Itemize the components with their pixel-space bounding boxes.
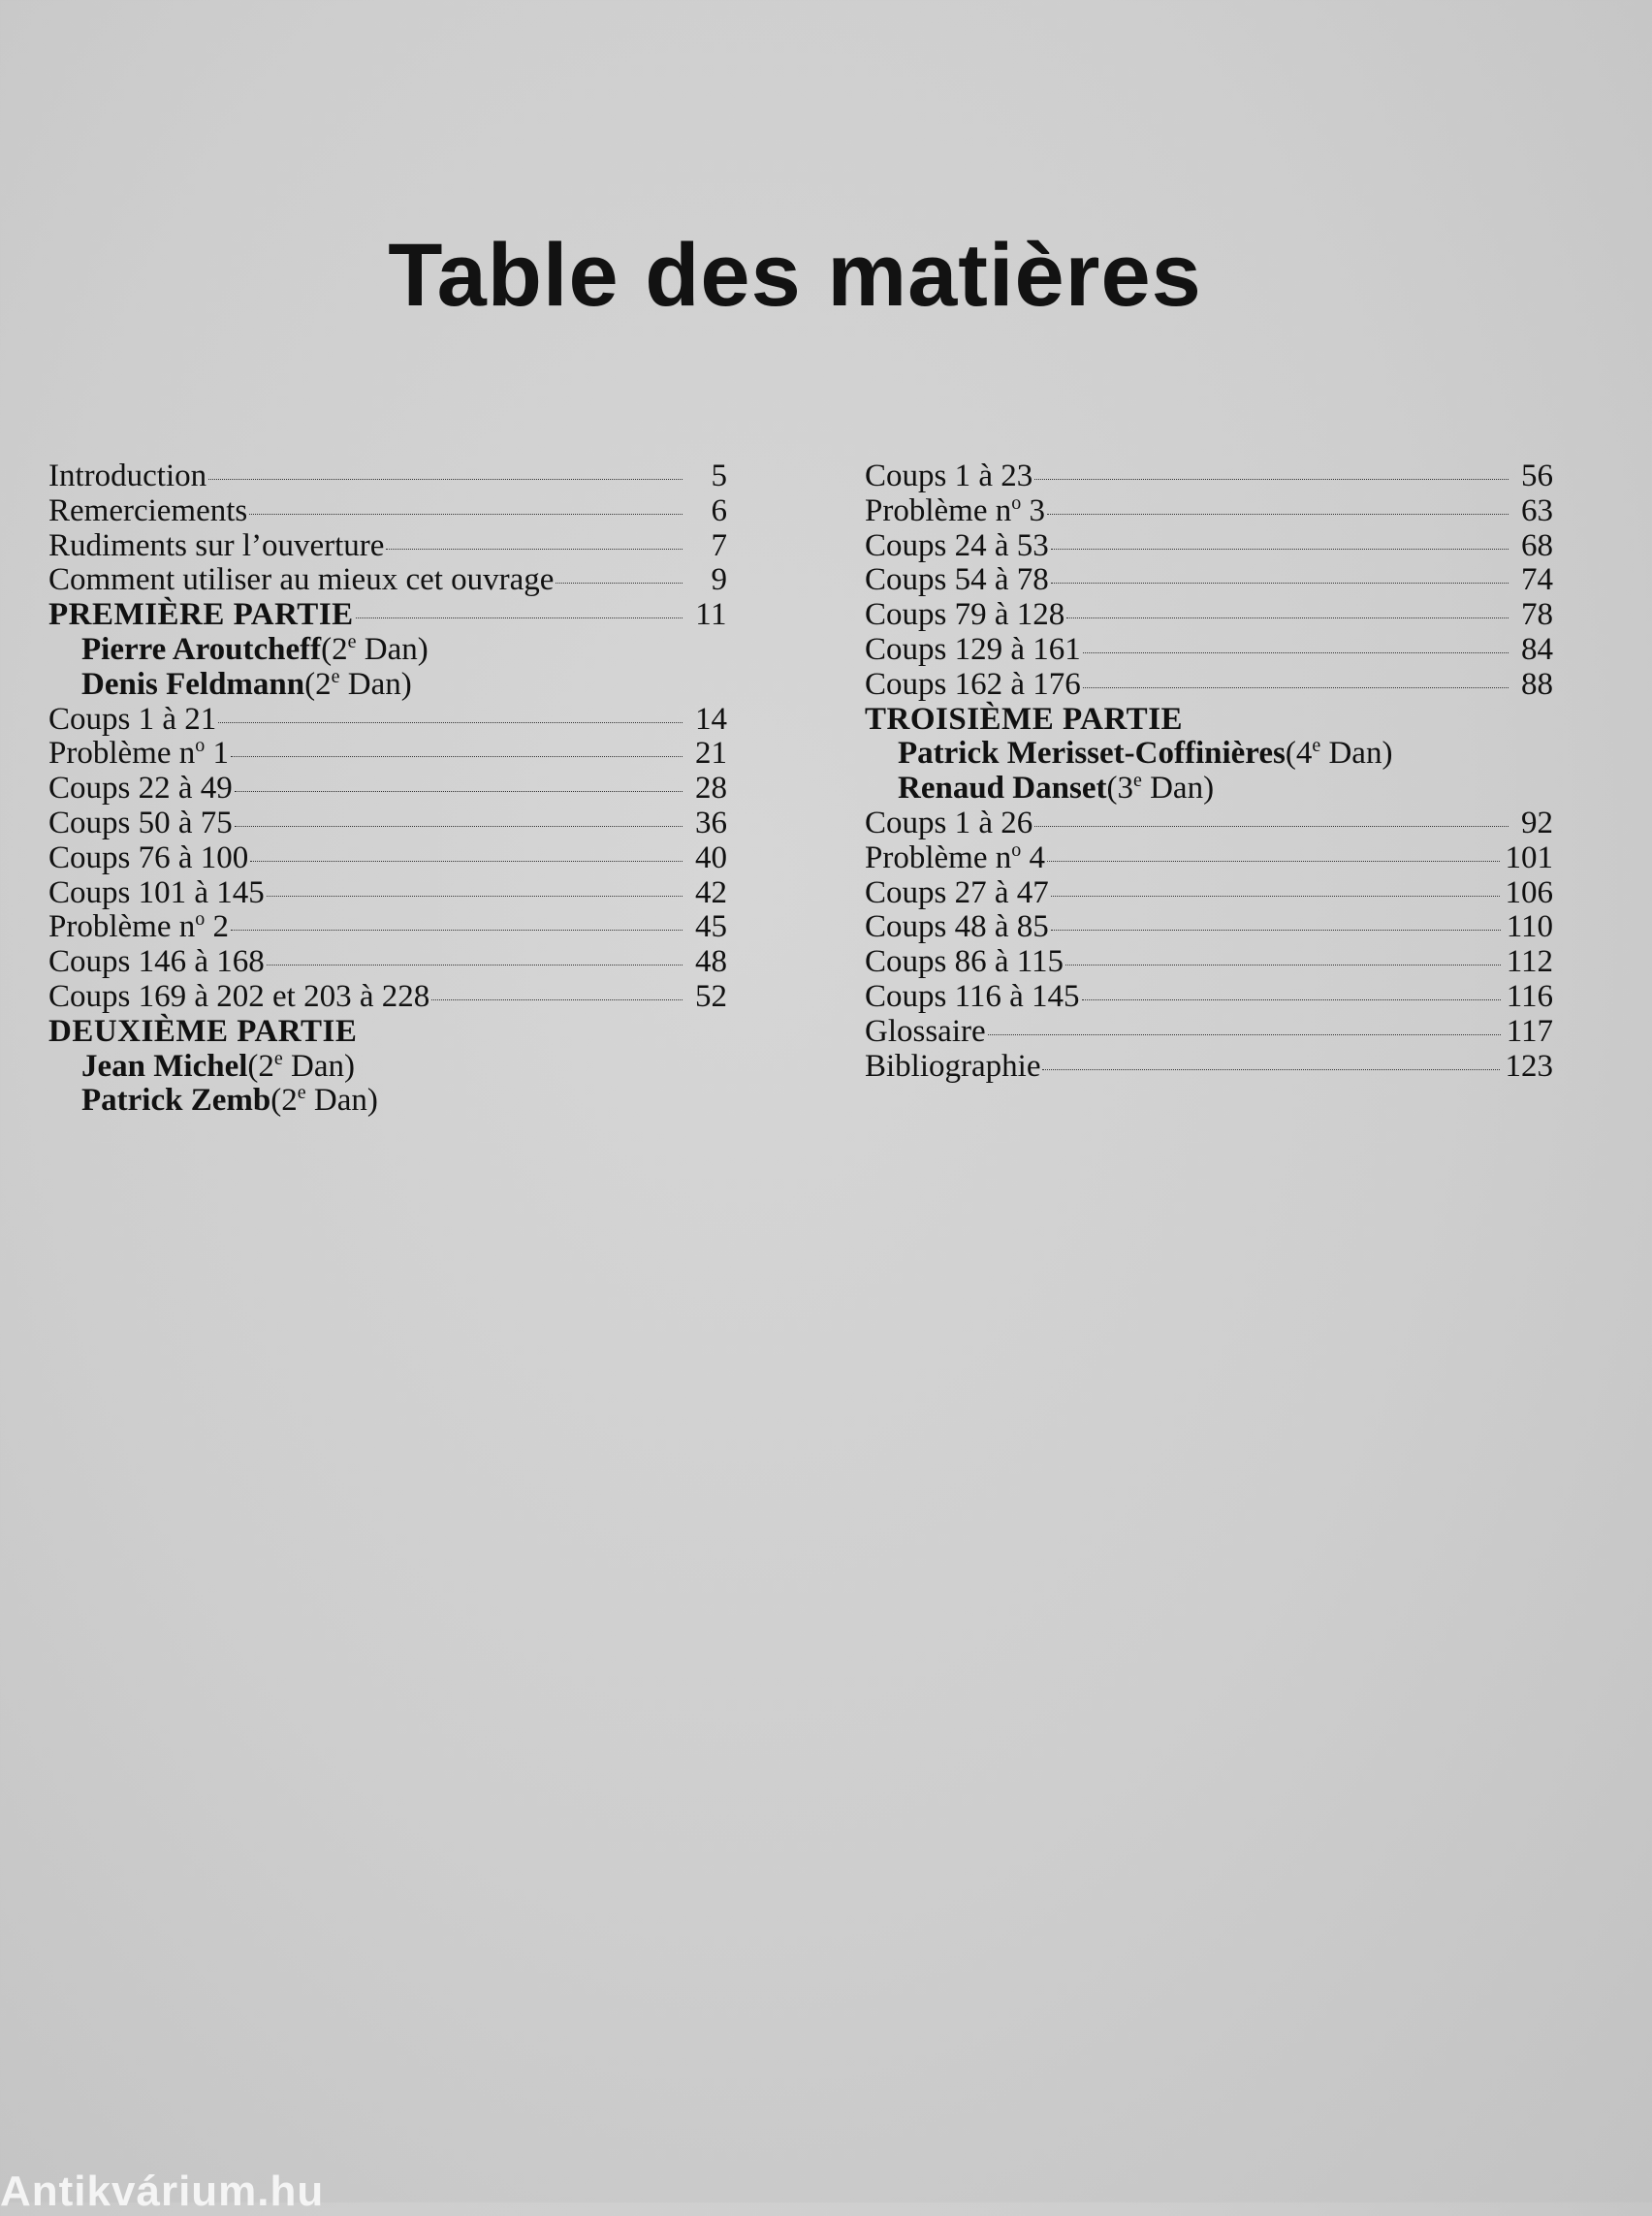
toc-entry-text: Coups 1 à 21: [48, 701, 217, 737]
toc-entry-text: Coups 79 à 128: [865, 597, 1065, 633]
dot-leader: [1047, 861, 1500, 862]
dot-leader: [1083, 687, 1509, 688]
toc-entry-text: Coups 1 à 23: [865, 459, 1033, 493]
toc-entry: [865, 598, 1553, 633]
toc-entry: [48, 945, 727, 980]
toc-entry: [865, 807, 1553, 841]
toc-entry-text: Coups 146 à 168: [48, 944, 265, 980]
toc-entry: [48, 459, 727, 494]
dot-leader: [386, 549, 683, 550]
toc-entry-label: [865, 459, 1032, 494]
toc-page-number: 106: [1505, 874, 1553, 910]
dot-leader: [250, 861, 683, 862]
rank-number: (2: [270, 1083, 298, 1119]
rank-superscript: e: [347, 630, 357, 652]
toc-page-number: 40: [695, 839, 727, 875]
dot-leader: [1083, 652, 1509, 653]
toc-entry: [865, 529, 1553, 564]
toc-part-heading: [865, 703, 1553, 738]
dot-leader: [556, 583, 683, 584]
toc-page-number: 110: [1506, 909, 1553, 945]
toc-page-number: 92: [1521, 805, 1553, 840]
toc-entry: [48, 772, 727, 807]
dot-leader: [356, 617, 683, 618]
toc-entry-label: [48, 459, 206, 494]
player-rank: [321, 630, 429, 668]
toc-page-number: 78: [1521, 597, 1553, 633]
player-name: Denis Feldmann: [81, 666, 305, 702]
rank-superscript: e: [297, 1082, 306, 1104]
toc-page-number: 5: [711, 459, 727, 493]
toc-page-number: 74: [1521, 562, 1553, 598]
rank-suffix: Dan): [339, 666, 412, 702]
toc-entry-text: Coups 24 à 53: [865, 527, 1049, 563]
toc-entry-text: Coups 101 à 145: [48, 874, 265, 910]
toc-page-number: 36: [695, 805, 727, 840]
toc-entry-number: 2: [205, 909, 229, 945]
toc-entry-text: Coups 116 à 145: [865, 978, 1080, 1014]
toc-entry-label: [865, 876, 1049, 911]
toc-page-number: 21: [695, 736, 727, 772]
toc-entry: [865, 841, 1553, 876]
toc-entry-number: 4: [1021, 839, 1045, 875]
toc-page-number: 116: [1506, 978, 1553, 1014]
toc-entry-label: [865, 563, 1049, 598]
toc-left-column: [48, 459, 727, 1119]
toc-entry-label: [865, 807, 1032, 841]
rank-suffix: Dan): [356, 631, 429, 667]
dot-leader: [231, 756, 683, 757]
toc-entry: [48, 807, 727, 841]
toc-entry-text: Problème n: [48, 736, 196, 772]
rank-suffix: Dan): [1320, 736, 1393, 772]
toc-entry-label: [865, 945, 1064, 980]
toc-page-number: 56: [1521, 459, 1553, 493]
toc-entry-text: Comment utiliser au mieux cet ouvrage: [48, 562, 555, 598]
toc-entry-number: 1: [205, 736, 229, 772]
toc-entry: [865, 876, 1553, 911]
toc-entry: [48, 737, 727, 772]
toc-page-number: 14: [695, 701, 727, 737]
toc-page-number: 88: [1521, 666, 1553, 702]
toc-entry-text: TROISIÈME PARTIE: [865, 701, 1184, 737]
toc-entry-label: [865, 598, 1064, 633]
toc-player-row: [48, 1084, 727, 1119]
toc-entry-text: Coups 76 à 100: [48, 839, 249, 875]
dot-leader: [1051, 583, 1509, 584]
toc-entry-label: [48, 876, 265, 911]
toc-entry-text: Coups 129 à 161: [865, 631, 1081, 667]
toc-entry-label: [48, 945, 265, 980]
toc-entry-label: [865, 633, 1081, 668]
toc-entry-label: [48, 529, 384, 564]
toc-entry-superscript: o: [1011, 491, 1022, 514]
toc-part-heading: [48, 1015, 727, 1050]
toc-entry: [865, 980, 1553, 1015]
toc-entry-label: [48, 703, 216, 738]
toc-entry: [865, 633, 1553, 668]
toc-entry-label: [48, 1015, 357, 1050]
toc-page-number: 52: [695, 978, 727, 1014]
toc-entry: [865, 563, 1553, 598]
toc-entry-text: Coups 27 à 47: [865, 874, 1049, 910]
toc-page-number: 9: [711, 562, 727, 598]
toc-entry-label: [865, 1015, 986, 1050]
rank-superscript: e: [331, 665, 340, 687]
rank-suffix: Dan): [282, 1048, 355, 1084]
toc-part-heading: [48, 598, 727, 633]
toc-page-number: 42: [695, 874, 727, 910]
toc-page-number: 84: [1521, 631, 1553, 667]
toc-entry-text: Problème n: [48, 909, 196, 945]
player-rank: [304, 665, 412, 703]
toc-right-column: [865, 459, 1553, 1084]
toc-page-number: 112: [1506, 944, 1553, 980]
toc-page-number: 63: [1521, 492, 1553, 528]
toc-entry-label: [865, 980, 1080, 1015]
toc-entry: [865, 1050, 1553, 1085]
rank-number: (3: [1106, 771, 1133, 807]
player-name: Patrick Zemb: [81, 1083, 271, 1119]
rank-suffix: Dan): [1141, 771, 1215, 807]
toc-entry-label: [865, 1050, 1040, 1085]
toc-entry-label: [48, 563, 554, 598]
toc-entry-label: [865, 910, 1049, 945]
player-rank: [1106, 772, 1214, 807]
rank-number: (4: [1285, 736, 1313, 772]
dot-leader: [235, 791, 683, 792]
toc-entry-text: Coups 169 à 202 et 203 à 228: [48, 978, 430, 1014]
rank-number: (2: [304, 666, 332, 702]
dot-leader: [1034, 826, 1509, 827]
dot-leader: [267, 896, 683, 897]
toc-entry-label: [48, 772, 233, 807]
player-name: Renaud Danset: [898, 771, 1107, 807]
toc-entry-text: Problème n: [865, 492, 1012, 528]
toc-page-number: 6: [711, 492, 727, 528]
toc-page-number: 7: [711, 527, 727, 563]
toc-entry-text: Coups 22 à 49: [48, 771, 233, 807]
toc-player-row: [48, 665, 727, 703]
toc-entry: [48, 529, 727, 564]
player-rank: [270, 1084, 378, 1119]
toc-entry-text: Coups 48 à 85: [865, 909, 1049, 945]
dot-leader: [267, 965, 683, 966]
dot-leader: [208, 479, 683, 480]
rank-number: (2: [321, 631, 348, 667]
toc-entry-number: 3: [1021, 492, 1045, 528]
toc-entry-label: [48, 841, 248, 876]
toc-page-number: 11: [695, 597, 727, 633]
toc-entry-text: Coups 1 à 26: [865, 805, 1033, 840]
toc-entry-label: [48, 737, 229, 772]
player-rank: [247, 1047, 355, 1085]
toc-entry-text: PREMIÈRE PARTIE: [48, 597, 354, 633]
rank-number: (2: [247, 1048, 274, 1084]
toc-entry-label: [48, 807, 233, 841]
toc-entry-text: Rudiments sur l’ouverture: [48, 527, 385, 563]
toc-entry-text: Coups 86 à 115: [865, 944, 1064, 980]
dot-leader: [1042, 1069, 1499, 1070]
toc-entry-text: Glossaire: [865, 1013, 986, 1049]
dot-leader: [1051, 930, 1501, 931]
toc-entry: [48, 841, 727, 876]
dot-leader: [231, 930, 683, 931]
watermark-text: Antikvárium.hu: [0, 2168, 325, 2215]
toc-page-number: 68: [1521, 527, 1553, 563]
toc-player-row: [865, 772, 1553, 807]
toc-entry-text: DEUXIÈME PARTIE: [48, 1013, 358, 1049]
toc-entry-text: Coups 50 à 75: [48, 805, 233, 840]
toc-entry-label: [865, 703, 1183, 738]
dot-leader: [431, 999, 683, 1000]
player-name: Pierre Aroutcheff: [81, 631, 322, 667]
player-name: Patrick Merisset-Coffinières: [898, 736, 1286, 772]
dot-leader: [1034, 479, 1509, 480]
page-title: Table des matières: [388, 226, 1202, 325]
dot-leader: [1051, 549, 1509, 550]
toc-entry: [865, 910, 1553, 945]
dot-leader: [1065, 965, 1501, 966]
toc-entry-text: Remerciements: [48, 492, 248, 528]
rank-superscript: e: [273, 1047, 283, 1069]
toc-entry: [48, 980, 727, 1015]
toc-entry-text: Bibliographie: [865, 1048, 1041, 1084]
toc-entry-label: [48, 494, 247, 529]
toc-player-row: [865, 737, 1553, 772]
toc-entry-label: [865, 491, 1045, 529]
toc-entry-superscript: o: [1011, 839, 1022, 861]
toc-entry-label: [48, 980, 429, 1015]
dot-leader: [1066, 617, 1509, 618]
toc-entry-label: [865, 529, 1049, 564]
toc-entry: [48, 494, 727, 529]
toc-entry-text: Coups 162 à 176: [865, 666, 1081, 702]
rank-superscript: e: [1132, 770, 1142, 792]
toc-entry: [865, 459, 1553, 494]
rank-suffix: Dan): [305, 1083, 378, 1119]
toc-entry: [48, 563, 727, 598]
dot-leader: [218, 722, 683, 723]
toc-entry: [865, 1015, 1553, 1050]
toc-entry-label: [48, 598, 354, 633]
toc-entry-text: Coups 54 à 78: [865, 562, 1049, 598]
toc-entry-label: [48, 910, 229, 945]
toc-entry-text: Problème n: [865, 839, 1012, 875]
toc-entry: [865, 668, 1553, 703]
rank-superscript: e: [1312, 735, 1321, 757]
dot-leader: [235, 826, 683, 827]
toc-entry: [48, 876, 727, 911]
toc-page-number: 117: [1506, 1013, 1553, 1049]
toc-entry-superscript: o: [195, 735, 206, 757]
toc-entry-superscript: o: [195, 908, 206, 931]
toc-entry-label: [865, 668, 1081, 703]
toc-page-number: 123: [1505, 1048, 1553, 1084]
player-name: Jean Michel: [81, 1048, 248, 1084]
toc-entry: [48, 703, 727, 738]
toc-entry-label: [865, 841, 1045, 876]
dot-leader: [1082, 999, 1501, 1000]
dot-leader: [988, 1034, 1501, 1035]
toc-page-number: 101: [1505, 839, 1553, 875]
toc-page-number: 28: [695, 771, 727, 807]
toc-entry: [865, 945, 1553, 980]
toc-entry: [48, 910, 727, 945]
toc-player-row: [48, 630, 727, 668]
toc-page-number: 45: [695, 909, 727, 945]
toc-page-number: 48: [695, 944, 727, 980]
toc-entry: [865, 491, 1553, 529]
dot-leader: [1051, 896, 1500, 897]
toc-entry-text: Introduction: [48, 459, 207, 493]
player-rank: [1286, 737, 1393, 772]
dot-leader: [1047, 514, 1509, 515]
dot-leader: [249, 514, 683, 515]
toc-player-row: [48, 1047, 727, 1085]
